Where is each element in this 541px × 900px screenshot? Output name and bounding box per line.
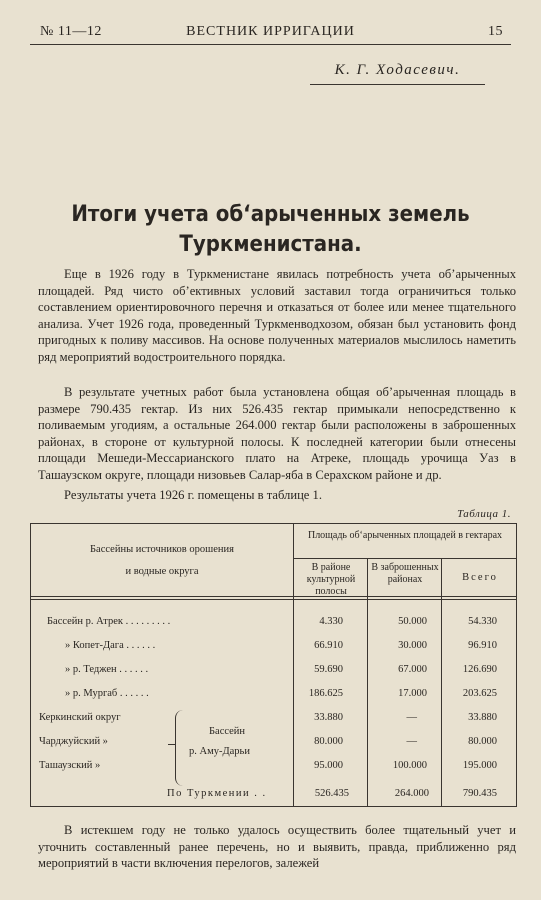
row-abandoned: — [406, 712, 417, 723]
paragraph-text: В результате учетных работ была установлена общая об’арыченная площадь в размере 790.435 гектар. Из них 526.435 гектар примыкали непосредственно к поливаемым угодиям, а остальные 264.000 гектар были расположены в заброшенных районах, в стороне от культурной полосы. К последней категории были отнесены площади Мешеди-Мессарианского плато на Атреке, площадь урочища Уаз в Ташаузском округе, площади низовьев Салар-яба в Серахском районе и др. [38, 385, 516, 482]
total-abandoned: 264.000 [394, 788, 429, 799]
row-name: » р. Теджен . . . . . . [65, 664, 149, 675]
row-abandoned: 100.000 [392, 760, 427, 771]
row-total: 80.000 [468, 736, 497, 747]
paragraph-2 [38, 384, 516, 484]
issue-number: № 11—12 [40, 24, 102, 39]
page-number: 15 [488, 24, 503, 39]
row-abandoned: 50.000 [398, 616, 427, 627]
paragraph-4 [38, 822, 516, 872]
author-name: К. Г. Ходасевич. [310, 62, 485, 85]
row-name: » р. Мургаб . . . . . . [65, 688, 149, 699]
header-basin-sub: и водные округа [125, 566, 199, 577]
header-abandoned: В заброшенных районах [371, 562, 439, 585]
row-culture: 186.625 [308, 688, 343, 699]
total-culture: 526.435 [314, 788, 349, 799]
row-name: Чарджуйский » [39, 736, 108, 747]
group-label-amudarya: р. Аму-Дарьи [189, 746, 250, 757]
header-culture: В районе культурной полосы [306, 562, 356, 597]
journal-title: ВЕСТНИК ИРРИГАЦИИ [186, 24, 355, 39]
title-line-1: Итоги учета об‘арыченных земель [71, 202, 470, 227]
paragraph-text: В истекшем году не только удалось осуществить более тщательный учет и уточнить составленный ранее перечень, но и выявить, правда, приближенно ряд мероприятий в части включения перелогов, залежей [38, 823, 516, 871]
group-brace [175, 710, 186, 786]
paragraph-text: Результаты учета 1926 г. помещены в таблице 1. [64, 488, 322, 502]
row-culture: 4.330 [319, 616, 343, 627]
row-culture: 33.880 [314, 712, 343, 723]
row-total: 203.625 [462, 688, 497, 699]
row-abandoned: — [406, 736, 417, 747]
header-bottom-rule [31, 596, 516, 597]
header-divider [293, 558, 516, 559]
row-total: 96.910 [468, 640, 497, 651]
row-culture: 95.000 [314, 760, 343, 771]
row-name: Ташаузский » [39, 760, 101, 771]
paragraph-text: Еще в 1926 году в Туркменистане явилась потребность учета об’арыченных площадей. Ряд чисто об’ективных условий заставил тогда ограничиться только составлением ориентировочного перечня и отказаться от более или менее тщательного анализа. Учет 1926 года, проведенный Туркменводхозом, обязан был установить фонд пригодных к поливу массивов. На основе полученных материалов мыслилось наметить ряд мероприятий водостроительного порядка. [38, 267, 516, 364]
table-caption: Таблица 1. [457, 508, 511, 520]
article-title [63, 200, 478, 260]
row-culture: 66.910 [314, 640, 343, 651]
row-total: 126.690 [462, 664, 497, 675]
total-total: 790.435 [462, 788, 497, 799]
row-culture: 59.690 [314, 664, 343, 675]
row-name: » Копет-Дага . . . . . . [65, 640, 156, 651]
header-bottom-rule-double [31, 599, 516, 600]
row-name: Керкинский округ [39, 712, 121, 723]
row-abandoned: 67.000 [398, 664, 427, 675]
paragraph-3 [38, 487, 516, 504]
running-header [30, 22, 511, 45]
row-abandoned: 30.000 [398, 640, 427, 651]
row-name: Бассейн р. Атрек . . . . . . . . . [47, 616, 171, 627]
header-area: Площадь об‘арыченных площадей в гектарах [307, 530, 503, 541]
row-abandoned: 17.000 [398, 688, 427, 699]
header-total: Всего [462, 572, 498, 583]
data-table [30, 523, 517, 807]
group-label-basin: Бассейн [209, 726, 246, 737]
row-total: 195.000 [462, 760, 497, 771]
title-line-2: Туркменистана. [179, 232, 362, 257]
paragraph-1 [38, 266, 516, 366]
row-total: 54.330 [468, 616, 497, 627]
total-row-name: По Туркмении . . [167, 788, 267, 799]
header-basin: Бассейны источников орошения [90, 544, 234, 555]
row-total: 33.880 [468, 712, 497, 723]
row-culture: 80.000 [314, 736, 343, 747]
